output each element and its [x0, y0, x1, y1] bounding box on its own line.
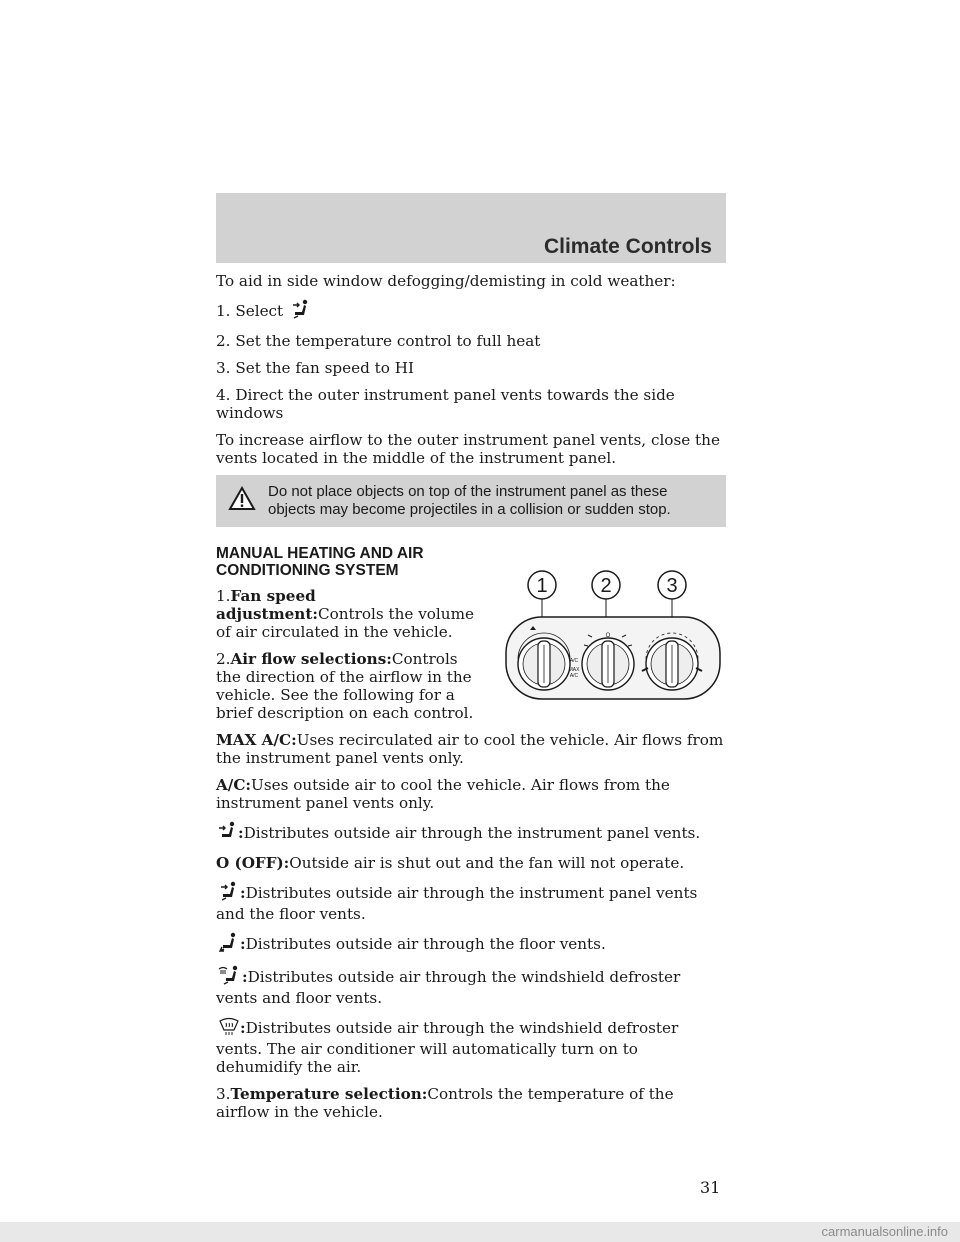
- mode-off-text: Outside air is shut out and the fan will not operate.: [289, 854, 685, 872]
- mode-defrost: [216, 1016, 726, 1076]
- air-flow-text: Controls the direction of the airflow in the vehicle. See the following for a brief description on each control.: [216, 650, 474, 722]
- panel-floor-airflow-icon: [218, 881, 240, 905]
- warning-box: [216, 475, 726, 527]
- manual-hvac-intro: [216, 545, 478, 722]
- warning-triangle-icon: [228, 486, 256, 515]
- mode-off: [216, 854, 726, 872]
- footer-watermark: carmanualsonline.info: [0, 1222, 960, 1242]
- mode-panel-floor-separator: :: [240, 884, 246, 902]
- mode-defrost-text: Distributes outside air through the windshield defroster vents. The air conditioner will automatically turn on to dehumidify the air.: [216, 1019, 679, 1076]
- mode-panel-floor-text: Distributes outside air through the instrument panel vents and the floor vents.: [216, 884, 698, 923]
- mode-panel-text: Distributes outside air through the instrument panel vents.: [243, 824, 701, 842]
- panel-floor-airflow-icon: [290, 299, 312, 323]
- panel-airflow-icon: [218, 821, 238, 845]
- page-number: 31: [700, 1178, 721, 1197]
- temperature-number: 3.: [216, 1085, 231, 1103]
- svg-text:1: 1: [536, 575, 548, 597]
- temperature-title: Temperature selection:: [230, 1085, 428, 1103]
- callout-3: [658, 571, 686, 599]
- defog-step-2: 2. Set the temperature control to full heat: [216, 332, 541, 350]
- mode-floor-defrost-text: Distributes outside air through the windshield defroster vents and floor vents.: [216, 968, 681, 1007]
- mode-floor-text: Distributes outside air through the floor vents.: [245, 935, 606, 953]
- mode-off-label: O (OFF):: [216, 854, 290, 872]
- svg-text:3: 3: [666, 575, 678, 597]
- manual-heading-line-1: MANUAL HEATING AND AIR: [216, 545, 424, 562]
- climate-control-panel-figure: [500, 567, 726, 702]
- svg-text:A/C: A/C: [569, 673, 579, 679]
- mode-floor-defrost: [216, 965, 726, 1007]
- mode-max-ac-text: Uses recirculated air to cool the vehicle. Air flows from the instrument panel vents only.: [216, 731, 724, 767]
- fan-speed-text: Controls the volume of air circulated in the vehicle.: [216, 605, 474, 641]
- floor-airflow-icon: [218, 932, 240, 956]
- defog-step-4: 4. Direct the outer instrument panel vents towards the side windows: [216, 386, 675, 422]
- mode-panel-floor: [216, 881, 726, 923]
- page-content: [216, 272, 726, 1130]
- defog-step-1: [216, 299, 726, 323]
- manual-hvac-heading: [216, 545, 478, 579]
- windshield-defrost-icon: [218, 1016, 240, 1040]
- mode-floor-defrost-separator: :: [242, 968, 248, 986]
- mode-panel-separator: :: [238, 824, 244, 842]
- air-flow-item: [216, 650, 478, 722]
- manual-hvac-section: [216, 545, 726, 722]
- mode-floor-separator: :: [240, 935, 246, 953]
- mode-max-ac-label: MAX A/C:: [216, 731, 297, 749]
- defog-step-3: 3. Set the fan speed to HI: [216, 359, 414, 377]
- floor-defrost-icon: [218, 965, 242, 989]
- mode-ac-text: Uses outside air to cool the vehicle. Air flows from the instrument panel vents only.: [216, 776, 670, 812]
- mode-floor: [216, 932, 726, 956]
- svg-text:A/C: A/C: [569, 658, 579, 664]
- callout-2: [592, 571, 620, 599]
- section-title: Climate Controls: [543, 235, 712, 258]
- defog-step-1-text: 1. Select: [216, 302, 284, 320]
- svg-text:O: O: [605, 633, 611, 639]
- airflow-tip: To increase airflow to the outer instrument panel vents, close the vents located in the middle of the instrument panel.: [216, 431, 720, 467]
- temperature-item: [216, 1085, 726, 1121]
- svg-text:MAX: MAX: [568, 667, 580, 673]
- callout-1: [528, 571, 556, 599]
- mode-panel: [216, 821, 726, 845]
- warning-text: Do not place objects on top of the instrument panel as these objects may become projectiles in a collision or sudden stop.: [268, 483, 671, 518]
- temperature-text: Controls the temperature of the airflow in the vehicle.: [216, 1085, 674, 1121]
- section-header-band: [216, 193, 726, 263]
- fan-speed-item: [216, 587, 478, 641]
- mode-ac: [216, 776, 726, 812]
- air-flow-title: Air flow selections:: [230, 650, 392, 668]
- manual-heading-line-2: CONDITIONING SYSTEM: [216, 562, 399, 579]
- fan-speed-number: 1.: [216, 587, 231, 605]
- mode-defrost-separator: :: [240, 1019, 246, 1037]
- svg-text:2: 2: [600, 575, 612, 597]
- defog-intro: To aid in side window defogging/demisting in cold weather:: [216, 272, 676, 290]
- fan-speed-title: Fan speed adjustment:: [216, 587, 318, 623]
- mode-max-ac: [216, 731, 726, 767]
- air-flow-number: 2.: [216, 650, 231, 668]
- mode-ac-label: A/C:: [216, 776, 252, 794]
